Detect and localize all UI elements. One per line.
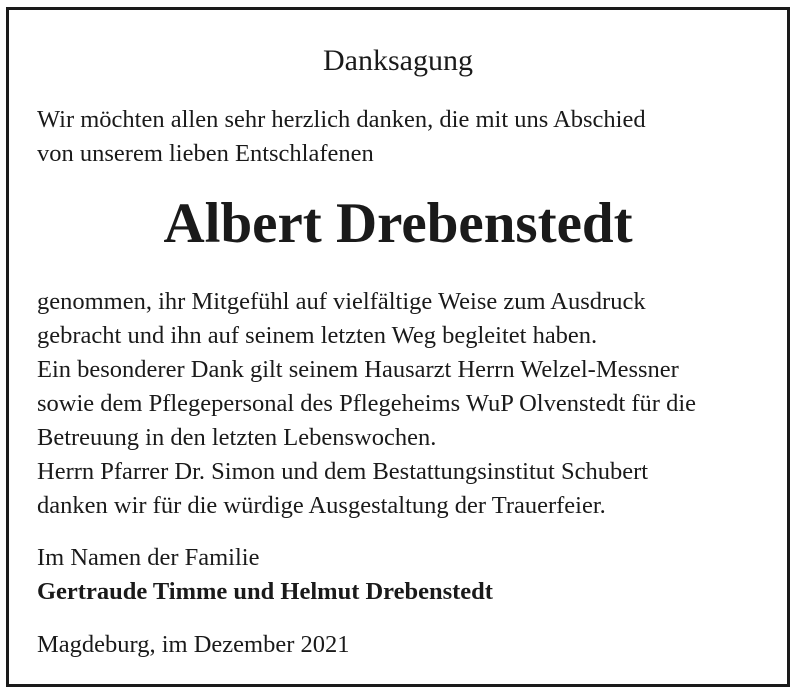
- thanks-paragraph: [37, 285, 770, 523]
- obituary-notice: [6, 7, 790, 687]
- text-line: Herrn Pfarrer Dr. Simon und dem Bestattungsinstitut Schubert: [37, 458, 649, 485]
- deceased-name: Albert Drebenstedt: [163, 192, 633, 255]
- text-line: Betreuung in den letzten Lebenswochen.: [37, 424, 437, 451]
- text-line: Ein besonderer Dank gilt seinem Hausarzt Herrn Welzel-Messner: [37, 356, 679, 383]
- text-line: sowie dem Pflegepersonal des Pflegeheims WuP Olvenstedt für die: [37, 390, 697, 417]
- text-line: gebracht und ihn auf seinem letzten Weg begleitet haben.: [37, 322, 598, 349]
- signoff-names: Gertraude Timme und Helmut Drebenstedt: [37, 578, 493, 605]
- place-date: Magdeburg, im Dezember 2021: [37, 631, 350, 658]
- intro-paragraph: [37, 103, 770, 171]
- notice-heading: Danksagung: [323, 44, 473, 77]
- text-line: genommen, ihr Mitgefühl auf vielfältige Weise zum Ausdruck: [37, 288, 646, 315]
- text-line: Wir möchten allen sehr herzlich danken, die mit uns Abschied: [37, 106, 646, 133]
- text-line: danken wir für die würdige Ausgestaltung der Trauerfeier.: [37, 492, 606, 519]
- signoff-intro: Im Namen der Familie: [37, 544, 260, 571]
- text-line: von unserem lieben Entschlafenen: [37, 140, 374, 167]
- signoff: [37, 541, 493, 609]
